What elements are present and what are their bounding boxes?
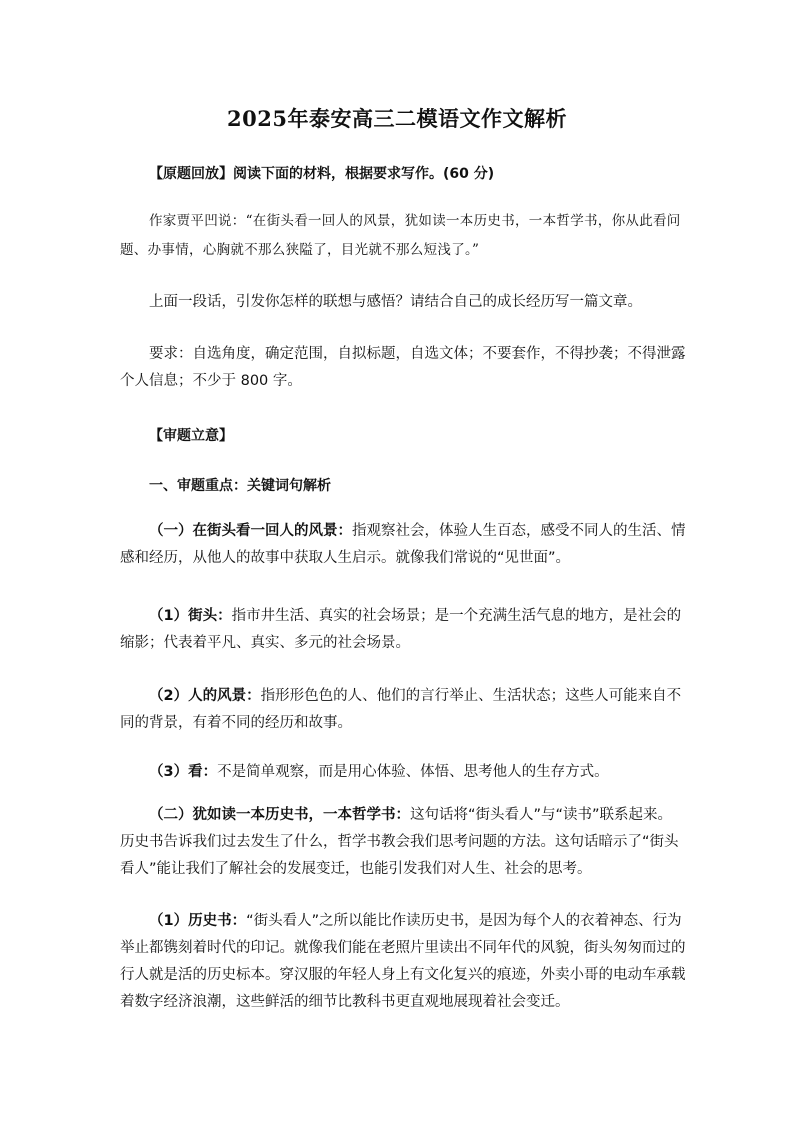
paragraph-street-scenery	[120, 518, 686, 572]
paragraph-text: 指观察社会，体验人生百态，感受不同人的生活、情感和经历，从他人的故事中获取人生启示。就像我们常说的“见世面”。	[120, 523, 686, 566]
paragraph-history-philosophy	[120, 802, 686, 883]
requirements-paragraph: 要求：自选角度，确定范围，自拟标题，自选文体；不要套作，不得抄袭；不得泄露个人信息；不少于 800 字。	[120, 346, 686, 389]
paragraph-heading: （2）人的风景：	[149, 688, 261, 704]
paragraph-street	[120, 603, 686, 657]
paragraph-heading: （一）在街头看一回人的风景：	[149, 523, 352, 539]
paragraph-text: 这句话将“街头看人”与“读书”联系起来。历史书告诉我们过去发生了什么，哲学书教会我们思考问题的方法。这句话暗示了“街头看人”能让我们了解社会的发展变迁，也能引发我们对人生、社会的思考。	[120, 807, 679, 877]
paragraph-heading: （3）看：	[149, 764, 218, 780]
paragraph-heading: （1）街头：	[149, 608, 232, 624]
paragraph-text: 不是简单观察，而是用心体验、体悟、思考他人的生存方式。	[217, 764, 609, 780]
paragraph-text: 指市井生活、真实的社会场景；是一个充满生活气息的地方，是社会的缩影；代表着平凡、真实、多元的社会场景。	[120, 608, 682, 651]
paragraph-history-book	[120, 908, 686, 1016]
paragraph-people-scenery	[120, 683, 686, 737]
document-title: 2025年泰安高三二模语文作文解析	[227, 106, 567, 131]
prompt-label: 【原题回放】阅读下面的材料，根据要求写作。(60 分)	[149, 166, 495, 182]
paragraph-heading: （1）历史书：	[149, 913, 247, 929]
task-paragraph: 上面一段话，引发你怎样的联想与感悟？请结合自己的成长经历写一篇文章。	[149, 294, 642, 310]
quote-paragraph: 作家贾平凹说：“在街头看一回人的风景，犹如读一本历史书，一本哲学书，你从此看问题、办事情，心胸就不那么狭隘了，目光就不那么短浅了。”	[120, 213, 681, 258]
paragraph-look	[120, 759, 686, 786]
paragraph-heading: （二）犹如读一本历史书，一本哲学书：	[149, 807, 410, 823]
section-title: 【审题立意】	[149, 428, 233, 444]
subsection-title: 一、审题重点：关键词句解析	[149, 478, 331, 494]
paragraph-text: 指形形色色的人、他们的言行举止、生活状态；这些人可能来自不同的背景，有着不同的经历和故事。	[120, 688, 682, 731]
paragraph-text: “街头看人”之所以能比作读历史书，是因为每个人的衣着神态、行为举止都镌刻着时代的印记。就像我们能在老照片里读出不同年代的风貌，街头匆匆而过的行人就是活的历史标本。穿汉服的年轻人身上有文化复兴的痕迹，外卖小哥的电动车承载着数字经济浪潮，这些鲜活的细节比教科书更直观地展现着社会变迁。	[120, 913, 686, 1010]
